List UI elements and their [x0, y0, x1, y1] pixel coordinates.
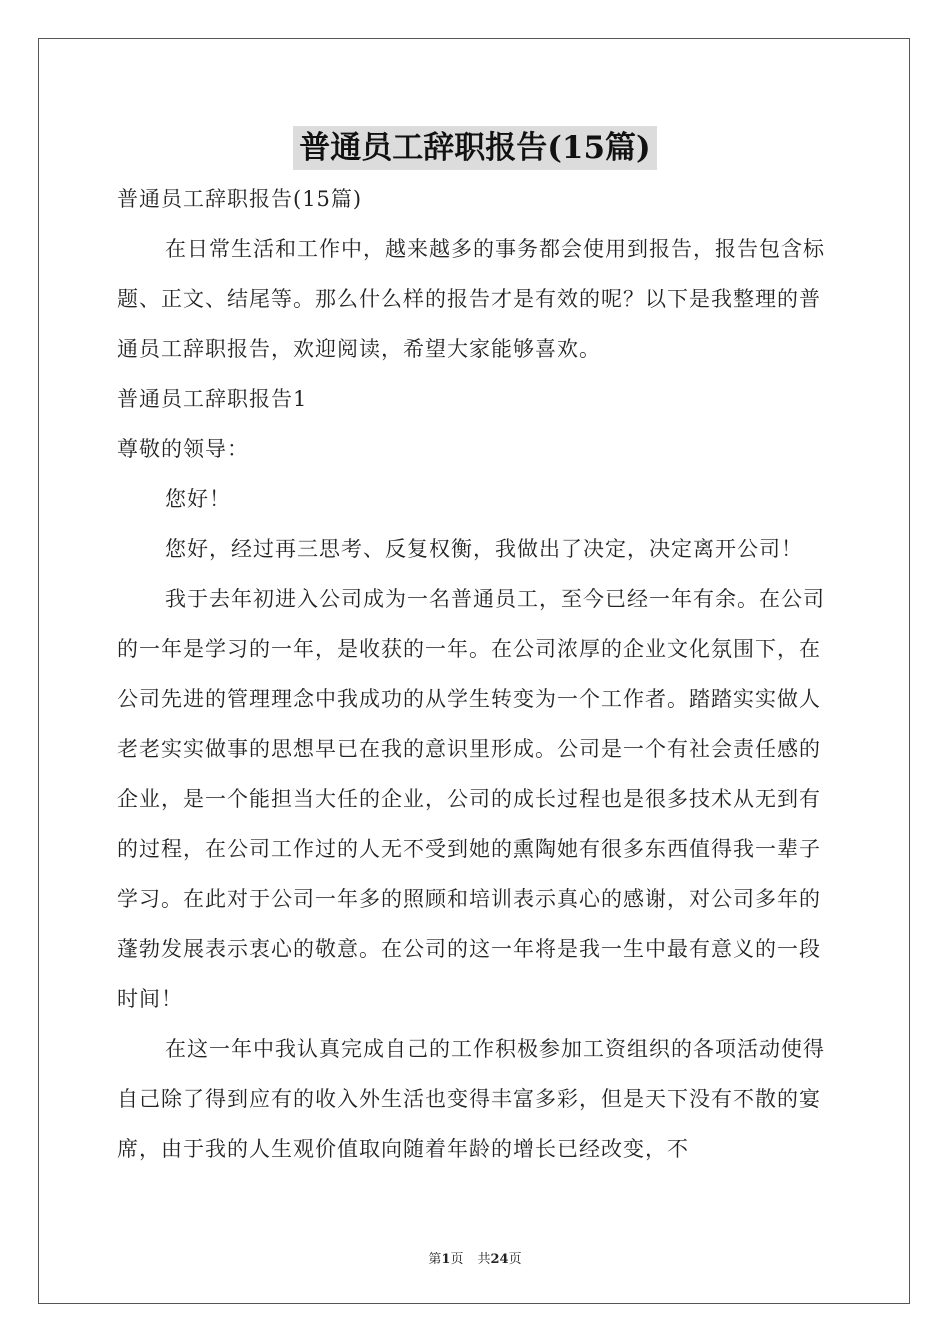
paragraph: 尊敬的领导： [117, 437, 249, 461]
page-number: 1 [441, 1252, 451, 1267]
total-pages: 24 [490, 1252, 509, 1267]
paragraph: 您好！ [165, 487, 231, 511]
page-suffix: 页 [450, 1252, 464, 1267]
total-suffix: 页 [508, 1252, 522, 1267]
paragraph: 普通员工辞职报告1 [117, 387, 308, 411]
paragraph: 在这一年中我认真完成自己的工作积极参加工资组织的各项活动使得自己除了得到应有的收入外生活也变得丰富多彩，但是天下没有不散的宴席，由于我的人生观价值取向随着年龄的增长已经改变，不 [117, 1037, 825, 1161]
paragraph: 您好，经过再三思考、反复权衡，我做出了决定，决定离开公司！ [165, 537, 803, 561]
document-title: 普通员工辞职报告(15篇) [293, 126, 656, 170]
page-prefix: 第 [428, 1252, 442, 1267]
total-prefix: 共 [477, 1252, 491, 1267]
paragraph: 我于去年初进入公司成为一名普通员工，至今已经一年有余。在公司的一年是学习的一年，是收获的一年。在公司浓厚的企业文化氛围下，在公司先进的管理理念中我成功的从学生转变为一个工作者。踏踏实实做人老老实实做事的思想早已在我的意识里形成。公司是一个有社会责任感的企业，是一个能担当大任的企业，公司的成长过程也是很多技术从无到有的过程，在公司工作过的人无不受到她的熏陶她有很多东西值得我一辈子学习。在此对于公司一年多的照顾和培训表示真心的感谢，对公司多年的蓬勃发展表示衷心的敬意。在公司的这一年将是我一生中最有意义的一段时间！ [117, 587, 825, 1011]
paragraph: 普通员工辞职报告(15篇) [117, 187, 363, 211]
page-footer [0, 1248, 950, 1267]
title-container [0, 126, 950, 170]
document-body [117, 174, 837, 1174]
paragraph: 在日常生活和工作中，越来越多的事务都会使用到报告，报告包含标题、正文、结尾等。那么什么样的报告才是有效的呢？以下是我整理的普通员工辞职报告，欢迎阅读，希望大家能够喜欢。 [117, 237, 825, 361]
